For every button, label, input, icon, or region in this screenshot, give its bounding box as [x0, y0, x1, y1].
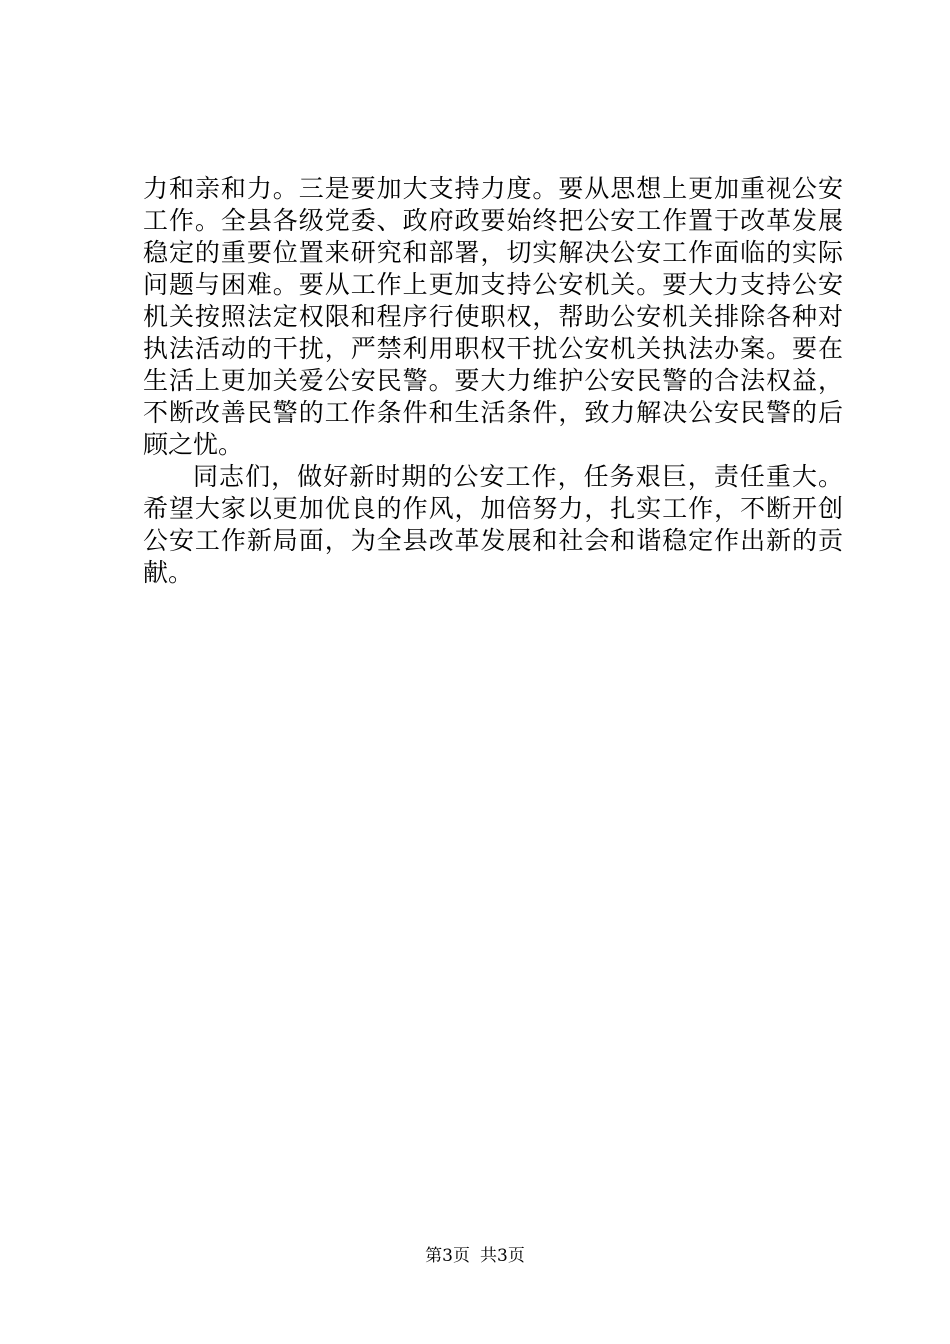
page-total: 共3页 [480, 1246, 525, 1266]
text-line: 公安工作新局面，为全县改革发展和社会和谐稳定作出新的贡 [143, 526, 843, 555]
text-line: 稳定的重要位置来研究和部署，切实解决公安工作面临的实际 [143, 238, 843, 267]
body-text [143, 173, 843, 589]
text-line: 不断改善民警的工作条件和生活条件，致力解决公安民警的后 [143, 398, 843, 427]
text-line: 工作。全县各级党委、政府政要始终把公安工作置于改革发展 [143, 206, 843, 235]
text-line: 机关按照法定权限和程序行使职权，帮助公安机关排除各种对 [143, 302, 843, 331]
page-footer [0, 1244, 950, 1268]
text-line: 顾之忧。 [143, 430, 244, 459]
page-number: 第3页 [425, 1246, 470, 1266]
text-line: 希望大家以更加优良的作风，加倍努力，扎实工作，不断开创 [143, 494, 843, 523]
text-line: 问题与困难。要从工作上更加支持公安机关。要大力支持公安 [143, 270, 843, 299]
text-line: 献。 [143, 558, 194, 587]
text-line: 力和亲和力。三是要加大支持力度。要从思想上更加重视公安 [143, 174, 843, 203]
text-line: 生活上更加关爱公安民警。要大力维护公安民警的合法权益， [143, 366, 843, 395]
text-line: 执法活动的干扰，严禁利用职权干扰公安机关执法办案。要在 [143, 334, 843, 363]
text-line: 同志们，做好新时期的公安工作，任务艰巨，责任重大。 [193, 462, 843, 491]
